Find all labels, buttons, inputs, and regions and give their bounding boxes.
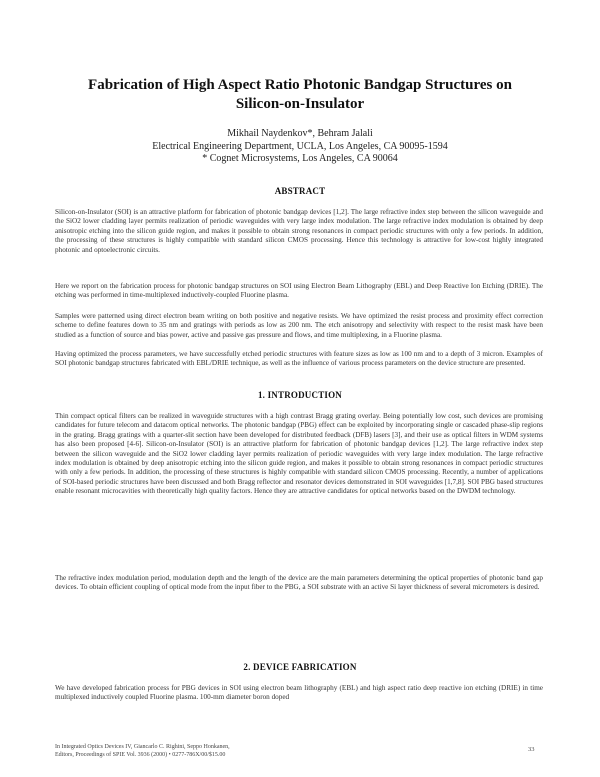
author-affiliation-2: * Cognet Microsystems, Los Angeles, CA 90064 bbox=[202, 153, 398, 164]
title-line-1: Fabrication of High Aspect Ratio Photonic Bandgap Structures on bbox=[88, 77, 512, 93]
title-line-2: Silicon-on-Insulator bbox=[235, 96, 365, 112]
footer-line-1: In Integrated Optics Devices IV, Giancarlo C. Righini, Seppo Honkanen, bbox=[55, 744, 230, 750]
author-block bbox=[40, 128, 560, 166]
footer-line-2: Editors, Proceedings of SPIE Vol. 3936 (2000) • 0277-786X/00/$15.00 bbox=[55, 751, 226, 758]
abstract-heading: ABSTRACT bbox=[274, 186, 326, 196]
abstract-paragraph-4: Having optimized the process parameters, we have successfully etched periodic structures with feature sizes as low as 100 nm and to a depth of 3 micron. Examples of SOI photonic bandgap structures fabricated with EBL/DRIE technique, as well as the influence of various process parameters on the device structure are presented. bbox=[55, 350, 543, 368]
introduction-heading: 1. INTRODUCTION bbox=[257, 390, 342, 400]
abstract-paragraph-2: Here we report on the fabrication process for photonic bandgap structures on SOI using Electron Beam Lithography (EBL) and Deep Reactive Ion Etching (DRIE). The etching was performed in time-multiplexed inductively-coupled Fluorine plasma. bbox=[55, 282, 543, 300]
author-affiliation: Electrical Engineering Department, UCLA, Los Angeles, CA 90095-1594 bbox=[152, 140, 448, 152]
page-number: 33 bbox=[528, 746, 535, 753]
abstract-paragraph-3: Samples were patterned using direct electron beam writing on both positive and negative resists. We have optimized the resist process and proximity effect correction scheme to define features down to 35 nm and gratings with periods as low as 200 nm. The etch anisotropy and selectivity with respect to the resist mask have been studied as a function of source and bias power, active and passive gas pressure and flows, and time multiplexing, in a Fluorine plasma. bbox=[55, 312, 543, 339]
author-names: Mikhail Naydenkov*, Behram Jalali bbox=[227, 128, 373, 139]
abstract-paragraph-1: Silicon-on-Insulator (SOI) is an attractive platform for fabrication of photonic bandgap devices [1,2]. The large refractive index step between the silicon waveguide and the SiO2 lower cladding layer permits realization of periodic waveguides with very large index modulation. The large refractive index modulation is obtained by deep anisotropic etching into the silicon guide region, and makes it possible to obtain strong resonances in compact periodic structures with only a few periods. In addition, the processing of these structures is highly compatible with standard silicon CMOS processing. Hence this technology is attractive for low-cost highly integrated photonic and optoelectronic circuits. bbox=[55, 208, 543, 254]
device-fabrication-heading: 2. DEVICE FABRICATION bbox=[243, 662, 357, 672]
paper-title bbox=[40, 76, 560, 114]
introduction-paragraph-1: Thin compact optical filters can be realized in waveguide structures with a high contrast Bragg grating overlay. Being potentially low cost, such devices are promising candidates for future telecom and datacom optical networks. The photonic bandgap (PBG) effect can be exploited by incorporating single or cascaded phase-slip regions in the grating. Bragg gratings with a quarter-slit section have been developed for distributed feedback (DFB) lasers [3], and their use as optical filters in WDM systems has also been proposed [4-6]. Silicon-on-Insulator (SOI) is an attractive platform for fabrication of photonic bandgap devices [1,2]. The large refractive index step between the silicon waveguide and the SiO2 lower cladding layer permits realization of periodic waveguides with very large index modulation. The large refractive index modulation is obtained by deep anisotropic etching into the silicon guide region, and makes it possible to obtain strong resonances in compact periodic structures with only a few periods. In addition, the processing of these structures is highly compatible with standard silicon CMOS processing. Recently, a number of applications of SOI-based periodic structures have been discussed and both Bragg reflector and resonator devices demonstrated in SOI waveguides [1,7,8]. SOI PBG based structures enable resonant microcavities with theoretically high quality factors. Hence they are attractive candidates for optical networks based on the DWDM technology. bbox=[55, 412, 543, 496]
device-fabrication-paragraph-1: We have developed fabrication process for PBG devices in SOI using electron beam lithography (EBL) and high aspect ratio deep reactive ion etching (DRIE) in time multiplexed inductively coupled Fluorine plasma. 100-mm diameter boron doped bbox=[55, 684, 543, 702]
citation-footer bbox=[55, 744, 455, 759]
introduction-paragraph-2: The refractive index modulation period, modulation depth and the length of the device are the main parameters determining the optical properties of photonic band gap devices. To obtain efficient coupling of optical mode from the input fiber to the PBG, a SOI substrate with an active Si layer thickness of several micrometers is desired. bbox=[55, 574, 543, 592]
